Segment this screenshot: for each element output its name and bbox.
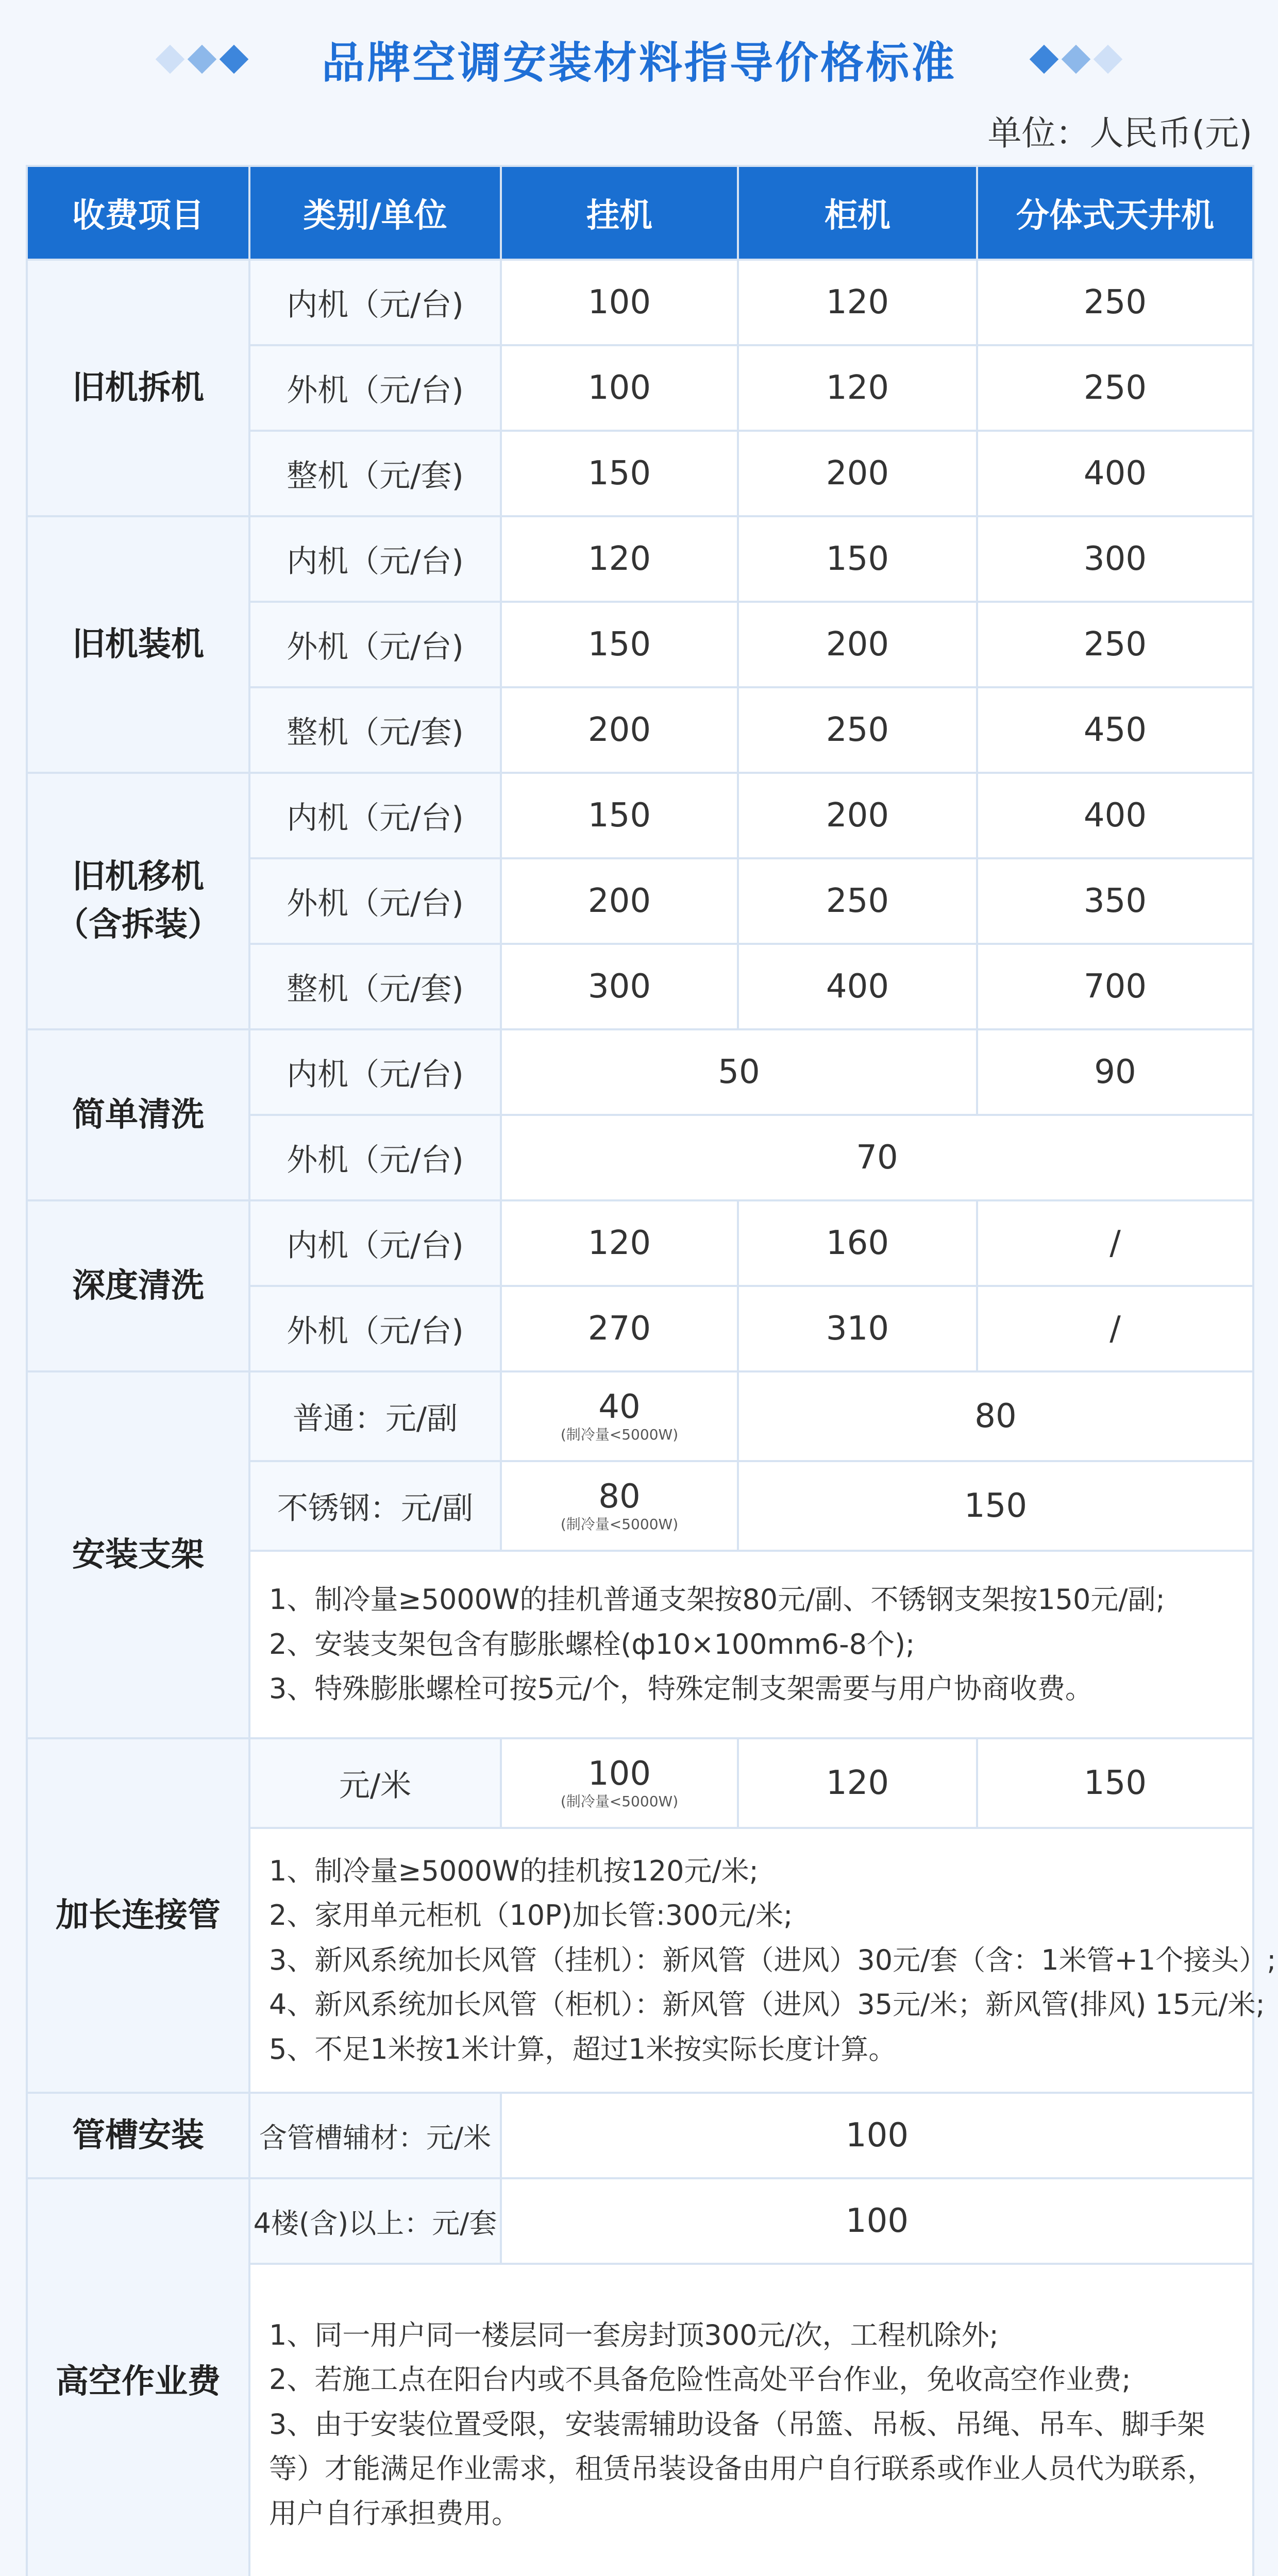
col-header-cabinet: 柜机 — [738, 166, 977, 260]
price-cell: 200 — [738, 602, 977, 687]
price-cell: 250 — [738, 858, 977, 944]
price-cell: 400 — [738, 944, 977, 1029]
category-cell: 管槽安装 — [27, 2093, 249, 2178]
price-cell: 250 — [977, 260, 1253, 345]
unit-cell: 普通：元/副 — [249, 1371, 501, 1461]
category-cell: 安装支架 — [27, 1371, 249, 1738]
note-line: 2、若施工点在阳台内或不具备危险性高处平台作业，免收高空作业费; — [269, 2363, 1131, 2396]
price-cell — [501, 1738, 738, 1828]
note-line: 1、制冷量≥5000W的挂机普通支架按80元/副、不锈钢支架按150元/副; — [269, 1583, 1165, 1616]
price-cell: 100 — [501, 2178, 1253, 2264]
note-line: 1、制冷量≥5000W的挂机按120元/米; — [269, 1855, 759, 1888]
price-cell: 80 — [738, 1371, 1253, 1461]
unit-cell: 外机（元/台) — [249, 1286, 501, 1371]
table-row — [27, 1029, 1253, 1115]
price-value: 100 — [587, 1755, 651, 1793]
price-cell: 120 — [738, 260, 977, 345]
price-footnote: (制冷量<5000W) — [560, 1426, 679, 1443]
table-row — [27, 516, 1253, 602]
unit-cell: 外机（元/台) — [249, 345, 501, 431]
category-cell: 简单清洗 — [27, 1029, 249, 1200]
price-value: 40 — [598, 1388, 641, 1426]
note-line: 5、不足1米按1米计算，超过1米按实际长度计算。 — [269, 2032, 897, 2065]
note-line: 4、新风系统加长风管（柜机）：新风管（进风）35元/米；新风管(排风) 15元/米; — [269, 1988, 1265, 2021]
unit-cell: 外机（元/台) — [249, 1115, 501, 1200]
price-cell: 100 — [501, 2093, 1253, 2178]
price-cell: 150 — [501, 431, 738, 516]
price-cell: 120 — [738, 345, 977, 431]
title-bar — [0, 21, 1278, 98]
note-line: 3、特殊膨胀螺栓可按5元/个，特殊定制支架需要与用户协商收费。 — [269, 1672, 1093, 1705]
price-cell: 200 — [738, 773, 977, 858]
table-row — [27, 1200, 1253, 1286]
price-cell: 150 — [738, 1461, 1253, 1551]
price-cell: 250 — [738, 687, 977, 773]
unit-cell: 内机（元/台) — [249, 1200, 501, 1286]
category-cell — [27, 773, 249, 1029]
price-cell: 70 — [501, 1115, 1253, 1200]
price-cell: 120 — [501, 516, 738, 602]
price-cell: 450 — [977, 687, 1253, 773]
price-cell: 150 — [738, 516, 977, 602]
unit-cell: 整机（元/套) — [249, 431, 501, 516]
price-cell: 200 — [501, 687, 738, 773]
unit-cell: 4楼(含)以上：元/套 — [249, 2178, 501, 2264]
price-cell: 350 — [977, 858, 1253, 944]
price-cell: 250 — [977, 602, 1253, 687]
price-cell: 300 — [977, 516, 1253, 602]
unit-cell: 内机（元/台) — [249, 516, 501, 602]
price-cell: 400 — [977, 773, 1253, 858]
price-cell: 150 — [501, 602, 738, 687]
price-cell: 200 — [501, 858, 738, 944]
price-cell: 50 — [501, 1029, 977, 1115]
unit-cell: 内机（元/台) — [249, 1029, 501, 1115]
category-subtitle: （含拆装） — [56, 906, 221, 944]
category-cell: 旧机拆机 — [27, 260, 249, 516]
price-footnote: (制冷量<5000W) — [560, 1516, 679, 1533]
unit-cell: 含管槽辅材：元/米 — [249, 2093, 501, 2178]
category-cell: 深度清洗 — [27, 1200, 249, 1371]
price-cell: 200 — [738, 431, 977, 516]
col-header-wall: 挂机 — [501, 166, 738, 260]
price-cell: 120 — [738, 1738, 977, 1828]
price-footnote: (制冷量<5000W) — [560, 1793, 679, 1810]
unit-cell: 整机（元/套) — [249, 944, 501, 1029]
note-line: 2、家用单元柜机（10P)加长管:300元/米; — [269, 1899, 793, 1932]
price-cell: 100 — [501, 345, 738, 431]
price-cell: 150 — [501, 773, 738, 858]
price-table — [26, 165, 1276, 2576]
category-title: 旧机移机 — [72, 858, 204, 896]
table-row — [27, 773, 1253, 858]
category-cell: 高空作业费 — [27, 2178, 249, 2576]
price-cell: 150 — [977, 1738, 1253, 1828]
category-cell: 旧机装机 — [27, 516, 249, 773]
unit-cell: 内机（元/台) — [249, 260, 501, 345]
price-cell: 300 — [501, 944, 738, 1029]
col-header-unit: 类别/单位 — [249, 166, 501, 260]
price-cell: 120 — [501, 1200, 738, 1286]
price-cell — [501, 1461, 738, 1551]
left-diamonds-icon — [160, 49, 244, 70]
table-row — [27, 1738, 1253, 1828]
note-line: 1、同一用户同一楼层同一套房封顶300元/次，工程机除外; — [269, 2319, 999, 2352]
note-line: 3、新风系统加长风管（挂机）：新风管（进风）30元/套（含：1米管+1个接头）; — [269, 1943, 1276, 1976]
unit-cell: 内机（元/台) — [249, 773, 501, 858]
unit-cell: 元/米 — [249, 1738, 501, 1828]
table-header-row — [27, 166, 1253, 260]
unit-cell: 整机（元/套) — [249, 687, 501, 773]
category-cell: 加长连接管 — [27, 1738, 249, 2093]
notes-cell — [249, 2264, 1253, 2576]
notes-cell — [249, 1551, 1253, 1738]
price-value: 80 — [598, 1478, 641, 1516]
price-cell: / — [977, 1200, 1253, 1286]
price-cell: 310 — [738, 1286, 977, 1371]
note-line: 3、由于安装位置受限，安装需辅助设备（吊篮、吊板、吊绳、吊车、脚手架等）才能满足作业需求，租赁吊装设备由用户自行联系或作业人员代为联系，用户自行承担费用。 — [269, 2408, 1215, 2530]
price-cell: 160 — [738, 1200, 977, 1286]
table-row — [27, 2093, 1253, 2178]
price-cell: 100 — [501, 260, 738, 345]
col-header-item: 收费项目 — [27, 166, 249, 260]
price-cell: 270 — [501, 1286, 738, 1371]
table-row — [27, 2178, 1253, 2264]
price-cell — [501, 1371, 738, 1461]
col-header-ceiling: 分体式天井机 — [977, 166, 1253, 260]
note-line: 2、安装支架包含有膨胀螺栓(ф10×100mm6-8个); — [269, 1628, 915, 1660]
unit-cell: 外机（元/台) — [249, 602, 501, 687]
table-row — [27, 1371, 1253, 1461]
right-diamonds-icon — [1034, 49, 1118, 70]
price-cell: 90 — [977, 1029, 1253, 1115]
currency-unit: 单位：人民币(元) — [987, 113, 1252, 153]
price-cell: 700 — [977, 944, 1253, 1029]
price-cell: 250 — [977, 345, 1253, 431]
page-title: 品牌空调安装材料指导价格标准 — [321, 37, 956, 88]
price-cell: / — [977, 1286, 1253, 1371]
notes-cell — [249, 1828, 1276, 2093]
table-row — [27, 260, 1253, 345]
price-cell: 400 — [977, 431, 1253, 516]
unit-cell: 不锈钢：元/副 — [249, 1461, 501, 1551]
unit-cell: 外机（元/台) — [249, 858, 501, 944]
